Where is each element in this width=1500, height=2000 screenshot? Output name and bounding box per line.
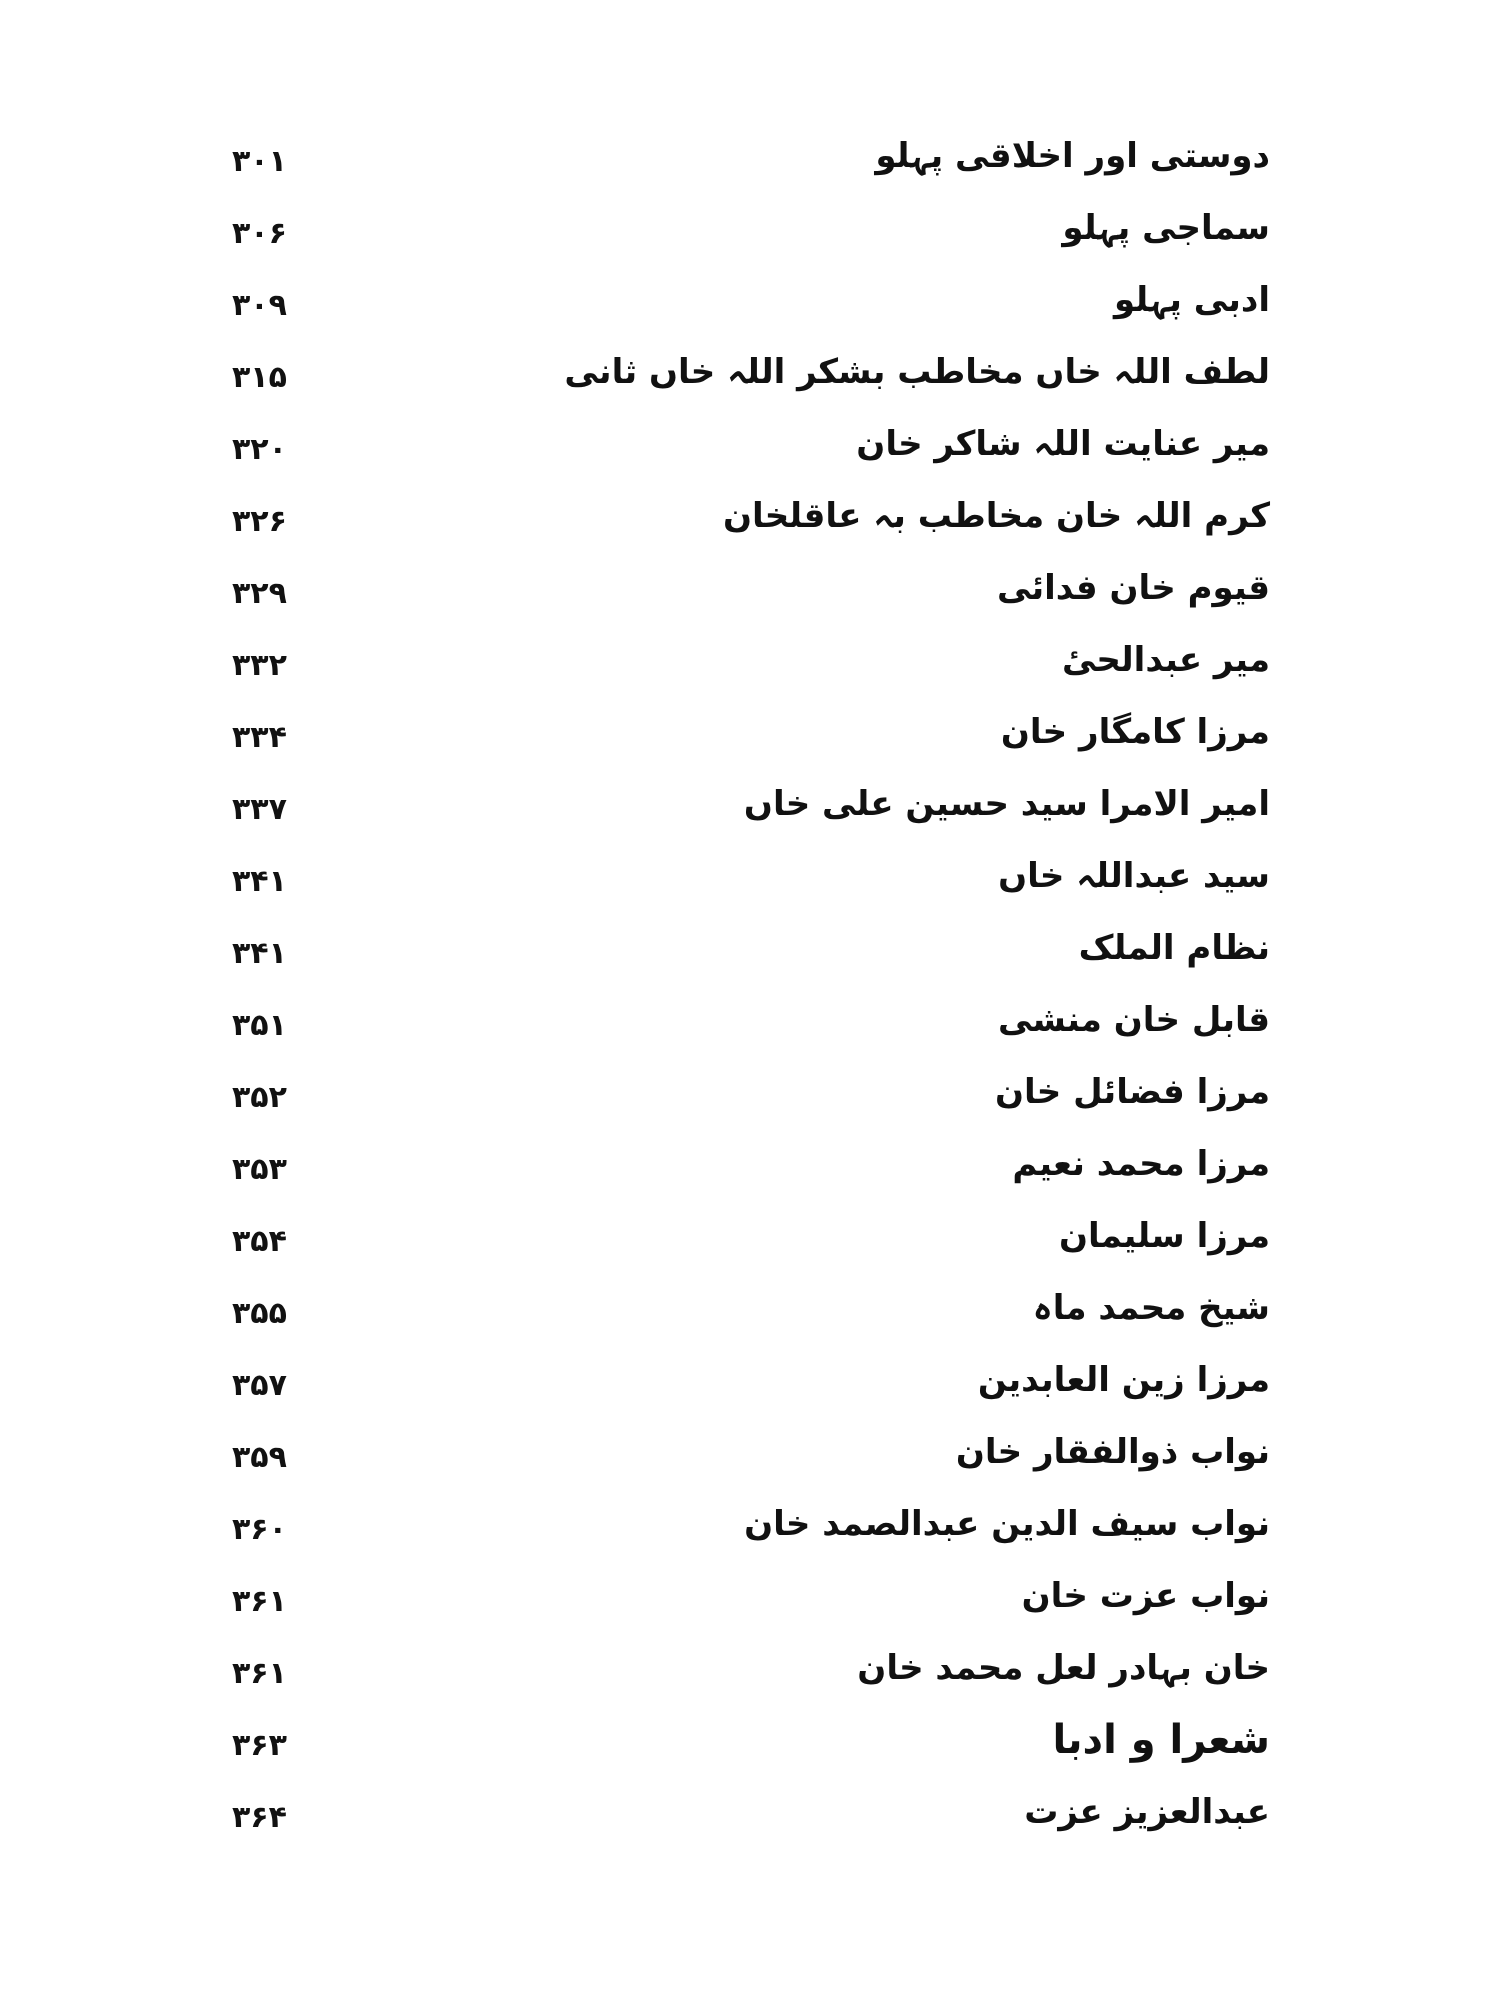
toc-entry <box>0 1568 1500 1640</box>
page-number: ۳۴۱ <box>232 936 287 971</box>
toc-entry <box>0 1064 1500 1136</box>
page-number: ۳۶۴ <box>232 1800 287 1835</box>
page-number: ۳۵۲ <box>232 1080 287 1115</box>
page-number: ۳۶۱ <box>232 1656 287 1691</box>
entry-title: ادبی پہلو <box>1114 280 1270 320</box>
page-number: ۳۳۲ <box>232 648 287 683</box>
page-number: ۳۱۵ <box>232 360 287 395</box>
page-number: ۳۲۰ <box>232 432 287 467</box>
entry-title: کرم اللہ خان مخاطب بہ عاقلخان <box>723 496 1270 536</box>
page-number: ۳۵۱ <box>232 1008 287 1043</box>
toc-entry <box>0 488 1500 560</box>
page-number: ۳۰۱ <box>232 144 287 179</box>
toc-entry <box>0 200 1500 272</box>
entry-title: عبدالعزیز عزت <box>1024 1792 1270 1832</box>
entry-title: سماجی پہلو <box>1062 208 1270 248</box>
entry-title: نظام الملک <box>1078 928 1270 968</box>
entry-title: میر عنایت اللہ شاکر خان <box>856 424 1270 464</box>
toc-entry <box>0 1496 1500 1568</box>
toc-entry <box>0 1712 1500 1784</box>
page-number: ۳۰۹ <box>232 288 287 323</box>
toc-entry <box>0 560 1500 632</box>
toc-entry <box>0 776 1500 848</box>
page-number: ۳۳۴ <box>232 720 287 755</box>
toc-entry <box>0 1136 1500 1208</box>
page-number: ۳۵۵ <box>232 1296 287 1331</box>
entry-title: نواب عزت خان <box>1021 1576 1270 1616</box>
entry-title: امیر الامرا سید حسین علی خاں <box>743 784 1270 824</box>
entry-title: لطف اللہ خاں مخاطب بشکر اللہ خاں ثانی <box>564 352 1270 392</box>
entry-title: شیخ محمد ماہ <box>1032 1288 1270 1328</box>
page-number: ۳۵۷ <box>232 1368 287 1403</box>
entry-title: خان بہادر لعل محمد خان <box>857 1648 1270 1688</box>
entry-title: نواب سیف الدین عبدالصمد خان <box>744 1504 1270 1544</box>
page-number: ۳۲۶ <box>232 504 287 539</box>
entry-title: مرزا زین العابدین <box>977 1360 1270 1400</box>
toc-entry <box>0 272 1500 344</box>
toc-entry <box>0 1784 1500 1856</box>
toc-entry <box>0 632 1500 704</box>
table-of-contents <box>0 128 1500 1856</box>
entry-title: دوستی اور اخلاقی پہلو <box>875 136 1270 176</box>
toc-entry <box>0 848 1500 920</box>
toc-entry <box>0 128 1500 200</box>
toc-entry <box>0 344 1500 416</box>
entry-title: نواب ذوالفقار خان <box>955 1432 1270 1472</box>
entry-title: قابل خان منشی <box>997 1000 1270 1040</box>
page-number: ۳۰۶ <box>232 216 287 251</box>
toc-entry <box>0 1208 1500 1280</box>
page-number: ۳۵۴ <box>232 1224 287 1259</box>
page-number: ۳۴۱ <box>232 864 287 899</box>
entry-title: مرزا فضائل خان <box>994 1072 1270 1112</box>
page-number: ۳۵۹ <box>232 1440 287 1475</box>
entry-title: قیوم خان فدائی <box>996 568 1270 608</box>
page-number: ۳۶۱ <box>232 1584 287 1619</box>
toc-entry <box>0 920 1500 992</box>
toc-entry <box>0 992 1500 1064</box>
toc-entry <box>0 1352 1500 1424</box>
entry-title: میر عبدالحیٔ <box>1062 640 1270 680</box>
section-heading: شعرا و ادبا <box>1052 1717 1270 1763</box>
page-number: ۳۶۰ <box>232 1512 287 1547</box>
page-number: ۳۳۷ <box>232 792 287 827</box>
entry-title: مرزا کامگار خان <box>1000 712 1270 752</box>
entry-title: مرزا سلیمان <box>1058 1216 1270 1256</box>
toc-entry <box>0 416 1500 488</box>
entry-title: سید عبداللہ خاں <box>998 856 1270 896</box>
toc-entry <box>0 1640 1500 1712</box>
page-number: ۳۶۳ <box>232 1728 287 1763</box>
toc-entry <box>0 1424 1500 1496</box>
toc-entry <box>0 1280 1500 1352</box>
entry-title: مرزا محمد نعیم <box>1012 1144 1270 1184</box>
page-number: ۳۲۹ <box>232 576 287 611</box>
page-number: ۳۵۳ <box>232 1152 287 1187</box>
toc-entry <box>0 704 1500 776</box>
